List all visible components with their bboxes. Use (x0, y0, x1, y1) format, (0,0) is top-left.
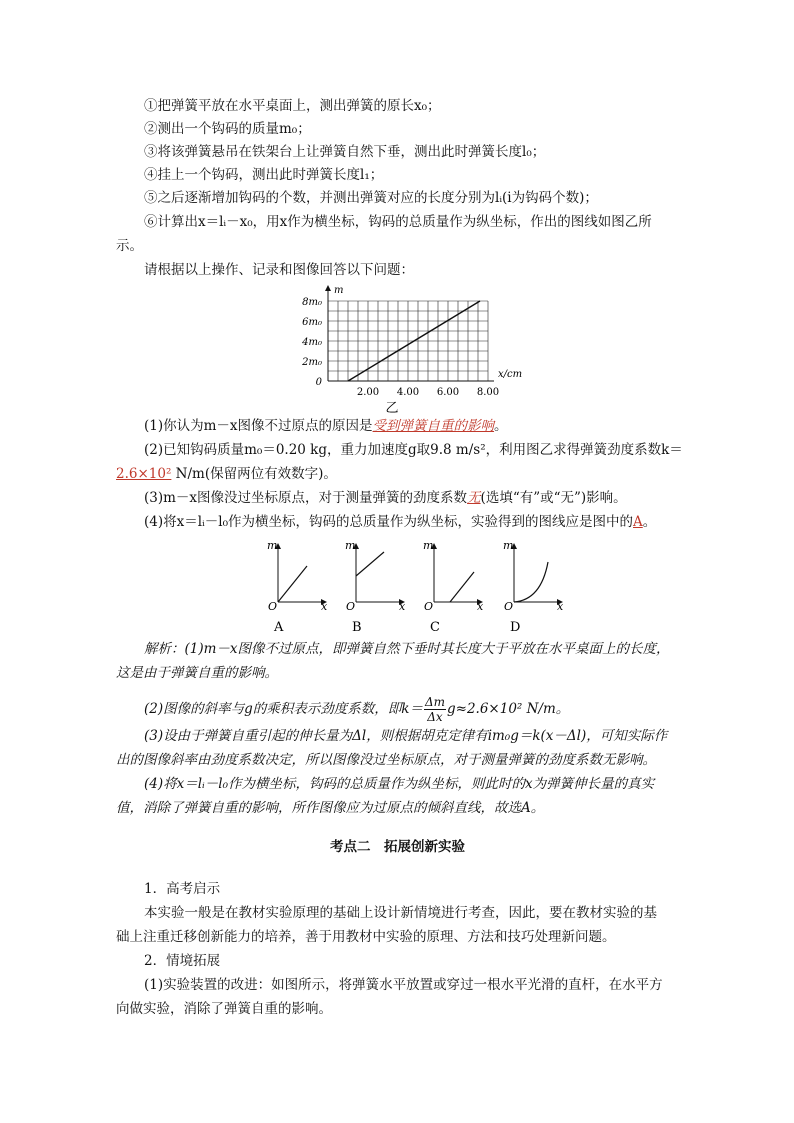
option-c-axis-x: x (477, 600, 484, 613)
explanation-2-result: g≈2.6×10² N/m。 (447, 701, 570, 717)
option-d-graph (503, 539, 564, 635)
explanation-1-line2: 这是由于弹簧自重的影响。 (116, 665, 278, 681)
option-d-curve (514, 562, 548, 602)
step-4: ④挂上一个钩码，测出此时弹簧长度l₁； (144, 167, 384, 183)
option-c-line (450, 572, 474, 602)
question-1 (144, 417, 508, 435)
answer-4: A (633, 514, 643, 530)
fraction-denominator: Δx (427, 710, 443, 724)
fraction (424, 695, 446, 724)
option-a-axis-x: x (321, 600, 328, 613)
question-1-end: 。 (494, 418, 508, 434)
y-tick-label: 4m₀ (302, 337, 322, 348)
explanation-1-line1: 解析：(1)m－x图像不过原点，即弹簧自然下垂时其长度大于平放在水平桌面上的长度， (144, 641, 670, 657)
prompt-text: 请根据以上操作、记录和图像回答以下问题： (144, 262, 414, 278)
option-d-axis-x: x (557, 600, 564, 613)
y-axis-arrow (325, 285, 331, 291)
explanation-2-text: (2)图像的斜率与g的乘积表示劲度系数，即k＝ (144, 701, 423, 717)
option-c-graph (423, 539, 484, 635)
section-point-2-line2: 向做实验，消除了弹簧自重的影响。 (116, 1001, 332, 1017)
question-4-end: 。 (642, 514, 657, 530)
x-tick-label: 6.00 (436, 387, 460, 398)
step-2: ②测出一个钩码的质量m₀； (144, 121, 311, 137)
option-c-axis-m: m (423, 539, 434, 552)
fraction-numerator: Δm (424, 695, 445, 709)
option-b-axis-m: m (345, 539, 356, 552)
question-2: (2)已知钩码质量m₀＝0.20 kg，重力加速度g取9.8 m/s²，利用图乙求得弹簧劲度系数k＝ (144, 442, 683, 458)
x-tick-label: 2.00 (356, 387, 380, 398)
option-b-origin: O (346, 600, 356, 613)
y-tick-label: 6m₀ (302, 317, 322, 328)
question-3-end: (选填“有”或“无”)影响。 (480, 490, 627, 506)
option-a-graph (267, 539, 328, 635)
y-tick-label: 2m₀ (302, 357, 322, 368)
option-b-axis-x: x (399, 600, 406, 613)
answer-1: 受到弹簧自重的影响 (372, 418, 495, 434)
explanation-3-line1: (3)设由于弹簧自重引起的伸长量为Δl，则根据胡克定律有im₀g＝k(x－Δl)，可知实际作 (144, 728, 668, 744)
chart-yi (290, 282, 530, 417)
step-6-line1: ⑥计算出x＝lᵢ－x₀，用x作为横坐标，钩码的总质量作为纵坐标，作出的图线如图乙所 (144, 214, 652, 230)
x-tick-label: 4.00 (396, 387, 420, 398)
question-3 (144, 489, 627, 507)
option-d-label: D (510, 620, 521, 635)
option-d-origin: O (504, 600, 514, 613)
explanation-3-line2: 出的图像斜率由劲度系数决定，所以图像没过坐标原点，对于测量弹簧的劲度系数无影响。 (116, 752, 656, 768)
question-2-cont (116, 465, 337, 483)
option-c-origin: O (424, 600, 434, 613)
option-d-axis-m: m (503, 539, 514, 552)
option-b-graph (345, 539, 406, 635)
question-1-text: (1)你认为m－x图像不过原点的原因是 (144, 418, 373, 434)
section-point-1-title: 1．高考启示 (144, 881, 221, 897)
section-point-1-line1: 本实验一般是在教材实验原理的基础上设计新情境进行考查，因此，要在教材实验的基 (144, 905, 657, 921)
option-a-line (278, 566, 307, 602)
option-b-line (356, 552, 384, 576)
chart-title: 乙 (385, 401, 399, 416)
x-axis-label: x/cm (498, 369, 523, 380)
question-3-text: (3)m－x图像没过坐标原点，对于测量弹簧的劲度系数 (144, 490, 468, 506)
explanation-4-line1: (4)将x＝lᵢ－l₀作为横坐标，钩码的总质量作为纵坐标，则此时的x为弹簧伸长量的真实 (144, 776, 655, 792)
option-a-origin: O (268, 600, 278, 613)
option-b-label: B (352, 620, 362, 635)
option-a-axis-m: m (267, 539, 278, 552)
step-3: ③将该弹簧悬吊在铁架台上让弹簧自然下垂，测出此时弹簧长度l₀； (144, 144, 546, 160)
answer-3: 无 (467, 490, 481, 506)
section-point-2-line1: (1)实验装置的改进：如图所示，将弹簧水平放置或穿过一根水平光滑的直杆，在水平方 (144, 977, 663, 993)
option-c-label: C (430, 620, 440, 635)
x-tick-label: 8.00 (476, 387, 500, 398)
answer-2: 2.6×10² (116, 466, 172, 482)
question-4-text: (4)将x＝lᵢ－l₀作为横坐标，钩码的总质量作为纵坐标，实验得到的图线应是图中的 (144, 514, 633, 530)
step-6-line2: 示。 (116, 238, 143, 254)
question-4 (144, 513, 656, 531)
option-graphs (258, 538, 568, 638)
step-5: ⑤之后逐渐增加钩码的个数，并测出弹簧对应的长度分别为lᵢ(i为钩码个数)； (144, 190, 598, 206)
y-tick-label: 0 (315, 377, 322, 388)
section-point-2-title: 2．情境拓展 (144, 953, 221, 969)
option-a-label: A (274, 620, 284, 635)
y-tick-label: 8m₀ (302, 297, 322, 308)
step-1: ①把弹簧平放在水平桌面上，测出弹簧的原长x₀； (144, 98, 441, 114)
y-axis-label: m (334, 285, 344, 296)
explanation-2 (144, 695, 569, 724)
explanation-4-line2: 值，消除了弹簧自重的影响，所作图像应为过原点的倾斜直线，故选A。 (116, 800, 545, 816)
section-point-1-line2: 础上注重迁移创新能力的培养，善于用教材中实验的原理、方法和技巧处理新问题。 (116, 929, 616, 945)
question-2-end: N/m(保留两位有效数字)。 (171, 466, 337, 482)
section-heading: 考点二 拓展创新实验 (330, 839, 465, 855)
